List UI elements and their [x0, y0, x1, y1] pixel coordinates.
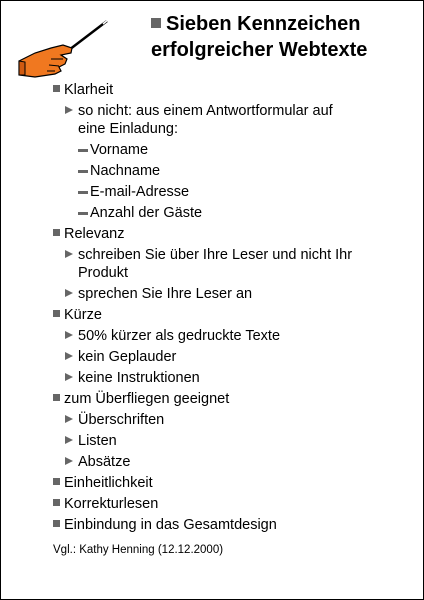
list-item [1, 474, 424, 495]
triangle-bullet-icon [65, 250, 73, 258]
list-item-label: Klarheit [64, 82, 114, 98]
sub-list-item [1, 369, 424, 390]
list-item [1, 390, 424, 411]
list-item-label: Einheitlichkeit [64, 475, 153, 491]
list-item-label: Relevanz [64, 226, 125, 242]
list-item [1, 306, 424, 327]
triangle-bullet-icon [65, 106, 73, 114]
square-bullet-icon [53, 310, 60, 317]
dash-bullet-icon [78, 191, 88, 194]
bullet-list [1, 81, 424, 537]
pointing-hand-icon [15, 15, 115, 85]
list-item-label: zum Überfliegen geeignet [64, 391, 230, 407]
dash-bullet-icon [78, 149, 88, 152]
sub-list-item [1, 102, 424, 141]
triangle-bullet-icon [65, 415, 73, 423]
list-item [1, 81, 424, 102]
sub-list-item [1, 453, 424, 474]
list-item-label: Einbindung in das Gesamtdesign [64, 517, 277, 533]
sub-list-item [1, 327, 424, 348]
triangle-bullet-icon [65, 457, 73, 465]
list-item-label: Kürze [64, 307, 102, 323]
sub-list-item-label: so nicht: aus einem Antwortformular auf [78, 103, 333, 119]
title-line-1: Sieben Kennzeichen [151, 11, 367, 37]
title-line-2: erfolgreicher Webtexte [151, 39, 368, 61]
dash-bullet-icon [78, 170, 88, 173]
dash-bullet-icon [78, 212, 88, 215]
square-bullet-icon [53, 85, 60, 92]
triangle-bullet-icon [65, 436, 73, 444]
list-item-label: Korrekturlesen [64, 496, 159, 512]
square-bullet-icon [53, 229, 60, 236]
square-bullet-icon [53, 499, 60, 506]
sub-sub-list-item-label: Nachname [90, 163, 161, 179]
sub-sub-list-item-label: Anzahl der Gäste [90, 205, 203, 221]
sub-list-item-label: sprechen Sie Ihre Leser an [78, 286, 253, 302]
sub-list-item [1, 348, 424, 369]
square-bullet-icon [53, 394, 60, 401]
list-item [1, 225, 424, 246]
source-citation: Vgl.: Kathy Henning (12.12.2000) [53, 544, 224, 556]
triangle-bullet-icon [65, 289, 73, 297]
list-item [1, 495, 424, 516]
sub-list-item-label: eine Einladung: [78, 121, 178, 137]
list-item [1, 516, 424, 537]
sub-list-item [1, 411, 424, 432]
slide-title [151, 11, 367, 63]
sub-list-item [1, 285, 424, 306]
sub-sub-list-item [1, 141, 424, 162]
sub-list-item-label: schreiben Sie über Ihre Leser und nicht Ihr [78, 247, 353, 263]
sub-sub-list-item [1, 183, 424, 204]
title-bullet-icon [151, 18, 161, 28]
sub-sub-list-item [1, 204, 424, 225]
square-bullet-icon [53, 478, 60, 485]
sub-sub-list-item [1, 162, 424, 183]
sub-list-item-label: kein Geplauder [78, 349, 177, 365]
sub-list-item-label: keine Instruktionen [78, 370, 200, 386]
sub-list-item [1, 246, 424, 285]
sub-sub-list-item-label: Vorname [90, 142, 149, 158]
sub-list-item-label: Listen [78, 433, 117, 449]
triangle-bullet-icon [65, 331, 73, 339]
square-bullet-icon [53, 520, 60, 527]
sub-list-item-label: Überschriften [78, 412, 165, 428]
sub-list-item-label: Produkt [78, 265, 128, 281]
triangle-bullet-icon [65, 352, 73, 360]
sub-list-item-label: Absätze [78, 454, 131, 470]
triangle-bullet-icon [65, 373, 73, 381]
sub-list-item [1, 432, 424, 453]
sub-sub-list-item-label: E-mail-Adresse [90, 184, 190, 200]
sub-list-item-label: 50% kürzer als gedruckte Texte [78, 328, 281, 344]
